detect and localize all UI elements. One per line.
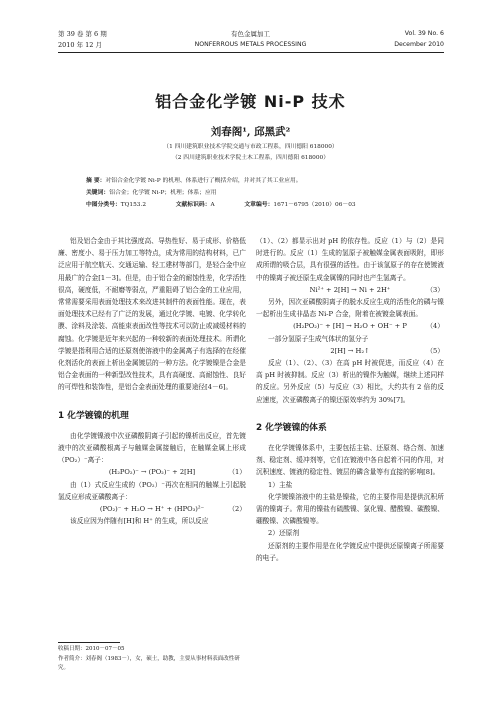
header-journal-en: NONFERROUS METALS PROCESSING [194,41,307,48]
equation-2 [58,503,246,515]
header-volume-cn: 第 39 卷 第 6 期 [58,30,107,38]
header-volume-en: Vol. 39 No. 6 [404,30,444,37]
equation-5-number: （5） [426,346,444,355]
subsection-reducing-agent: 2）还原剂 [268,529,300,538]
section-1-paragraph-1: 由化学镀镍液中次亚磷酸阴离子引起的镍析出反应，首先镀液中的次亚磷酸根离子与触媒金属接触后，在触媒金属上形成（PO₂）⁻离子： [58,431,246,465]
paper-title: 铝合金化学镀 Ni-P 技术 [155,92,346,111]
doc-code-label: 文献标识码： [175,202,211,208]
equation-2-formula: (PO₂)⁻ + H₂O → H⁺ + (HPO₃)²⁻ [99,505,205,514]
affiliation-1: （1 四川建筑职业技术学院交通与市政工程系，四川德阳 618000） [163,144,338,150]
section-2-paragraph-1: 在化学镀镍体系中，主要包括主盐、还原剂、络合剂、加速剂、稳定剂、缓冲剂等，它们在镀液中各自起着不同的作用，对沉积速度、镀液的稳定性、镀层的磷含量等有直接的影响[8]。 [256,444,444,477]
right-paragraph-2: 另外，因次亚磷酸阴离子的脱水反应生成的活性化的磷与镍一起析出生成非晶态 Ni-P 合金，附着在被镀金属表面。 [256,298,444,319]
main-salt-paragraph: 化学镀镍溶液中的主盐是镍盐，它的主要作用是提供沉积所需的镍离子。常用的镍盐有硫酸镍、氯化镍、醋酸镍、碳酸镍、硼酸镍、次磷酸镍等。 [256,492,444,526]
right-column [256,235,444,564]
equation-4-formula: (H₂PO₂)⁻ + [H] → H₂O + OH⁻ + P [293,322,407,331]
abstract [86,176,426,186]
author-bio: 作者简介：刘春阁（1983－），女，硕士，助教，主要从事材料表面改性研究。 [58,655,240,671]
keywords-label: 关键词： [86,190,110,196]
equation-5-formula: 2[H] → H₂↑ [330,346,370,355]
clc-label: 中图分类号： [86,202,121,208]
footnote-rule [58,642,120,643]
equation-4 [256,320,444,332]
header-journal-cn: 有色金属加工 [231,30,270,38]
equation-4-number: （4） [426,322,444,331]
left-column [58,235,246,527]
section-1-paragraph-3: 该反应因为伴随有[H]和 H⁺ 的生成，所以反应 [70,517,209,526]
section-1-heading: 1 化学镀镍的机理 [58,410,129,421]
doc-code-value: A [210,202,215,208]
keywords-text: 铝合金；化学镀 Ni-P；机理；体系；应用 [109,190,217,196]
right-paragraph-4: 反应（1）、（2）、（3）在高 pH 时被促进，而反应（4）在高 pH 时被抑制。反应（3）析出的镍作为触媒，继续上述同样的反应。另外反应（5）与反应（3）相比，大约共有 2 倍的反应速度，次亚磷酸离子的镍还原效率约为 30%[7]。 [256,358,444,404]
received-date: 收稿日期：2010－07－05 [58,646,125,652]
article-number-label: 文章编号： [244,202,274,208]
header-rule [58,52,444,53]
equation-1-number: （1） [228,468,246,477]
subsection-main-salt: 1）主盐 [268,480,293,489]
header-date-cn: 2010 年 12 月 [58,41,103,49]
clc-value: TQ153.2 [120,202,147,208]
reducing-agent-paragraph: 还原剂的主要作用是在化学镀反应中提供还原镍离子所需要的电子。 [256,541,444,562]
right-paragraph-3: 一部分氢原子生成气体状的氢分子 [268,334,369,343]
abstract-text: 对铝合金化学镀 Ni-P 的机理、体系进行了概括介绍，并对其了其工业应用。 [105,178,302,184]
section-1-paragraph-2: 由（1）式反应生成的（PO₂）⁻再次在相同的触媒上引起脱氢反应形成亚磷酸离子： [58,480,246,501]
abstract-label: 摘 要： [86,178,106,184]
affiliation-2: （2 四川建筑职业技术学院土木工程系，四川德阳 618000） [171,155,330,161]
equation-5 [256,345,444,357]
equation-3 [256,284,444,296]
equation-3-formula: Ni²⁺ + 2[H] → Ni + 2H⁺ [309,285,391,294]
paper-authors: 刘春阁¹, 邱黑武² [210,126,291,138]
header-date-en: December 2010 [394,41,444,48]
equation-3-number: （3） [426,285,444,294]
footnote [58,645,246,674]
classification-line [86,200,446,210]
equation-2-number: （2） [228,505,246,514]
equation-1 [58,466,246,478]
article-number-value: 1671－6795（2010）06－03 [273,202,356,208]
intro-paragraph: 铝及铝合金由于其比强度高、导热性好、易于成形、价格低廉、密度小、易于压力加工等特点，成为常用的结构材料，已广泛应用于航空航天、交通运输、轻工建材等部门，是轻合金中应用最广的合金[1－3]。但是，由于铝合金的耐蚀性差，化学活性很高，硬度低，不耐磨等弱点，严重阻碍了铝合金的工业应用，常常需要采用表面处理技术来改进其制件的表面性能。现在，表面处理技术已经有了广泛的发展，通过化学镀、电镀、化学转化膜、涂料及涂装、高能束表面改性等技术可以防止或减缓材料的腐蚀。化学镀是近年来兴起的一种较新的表面处理技术。所谓化学镀是指利用合适的还原剂使溶液中的金属离子有选择的在经催化剂活化的表面上析出金属镀层的一种方法。化学镀镍是合金是铝合金表面的一种新型改性技术，具有高硬度、高耐蚀性、良好的可焊性和装饰性，是铝合金表面处理的重要途径[4－6]。 [58,237,246,392]
equation-1-formula: (H₂PO₂)⁻ → (PO₂)⁻ + 2[H] [108,468,196,477]
right-paragraph-1: （1）、（2）都显示出对 pH 的依存性。反应（1）与（2）是同时进行的。反应（1）生成的氢原子被触媒金属表面吸附，即形成所谓的吸合层，具有很强的活性。由于该氢原子的存在使镀液中的镍离子被还原生成金属镍的同时也产生氢离子。 [256,237,444,282]
keywords [86,188,426,198]
section-2-heading: 2 化学镀镍的体系 [256,422,327,433]
